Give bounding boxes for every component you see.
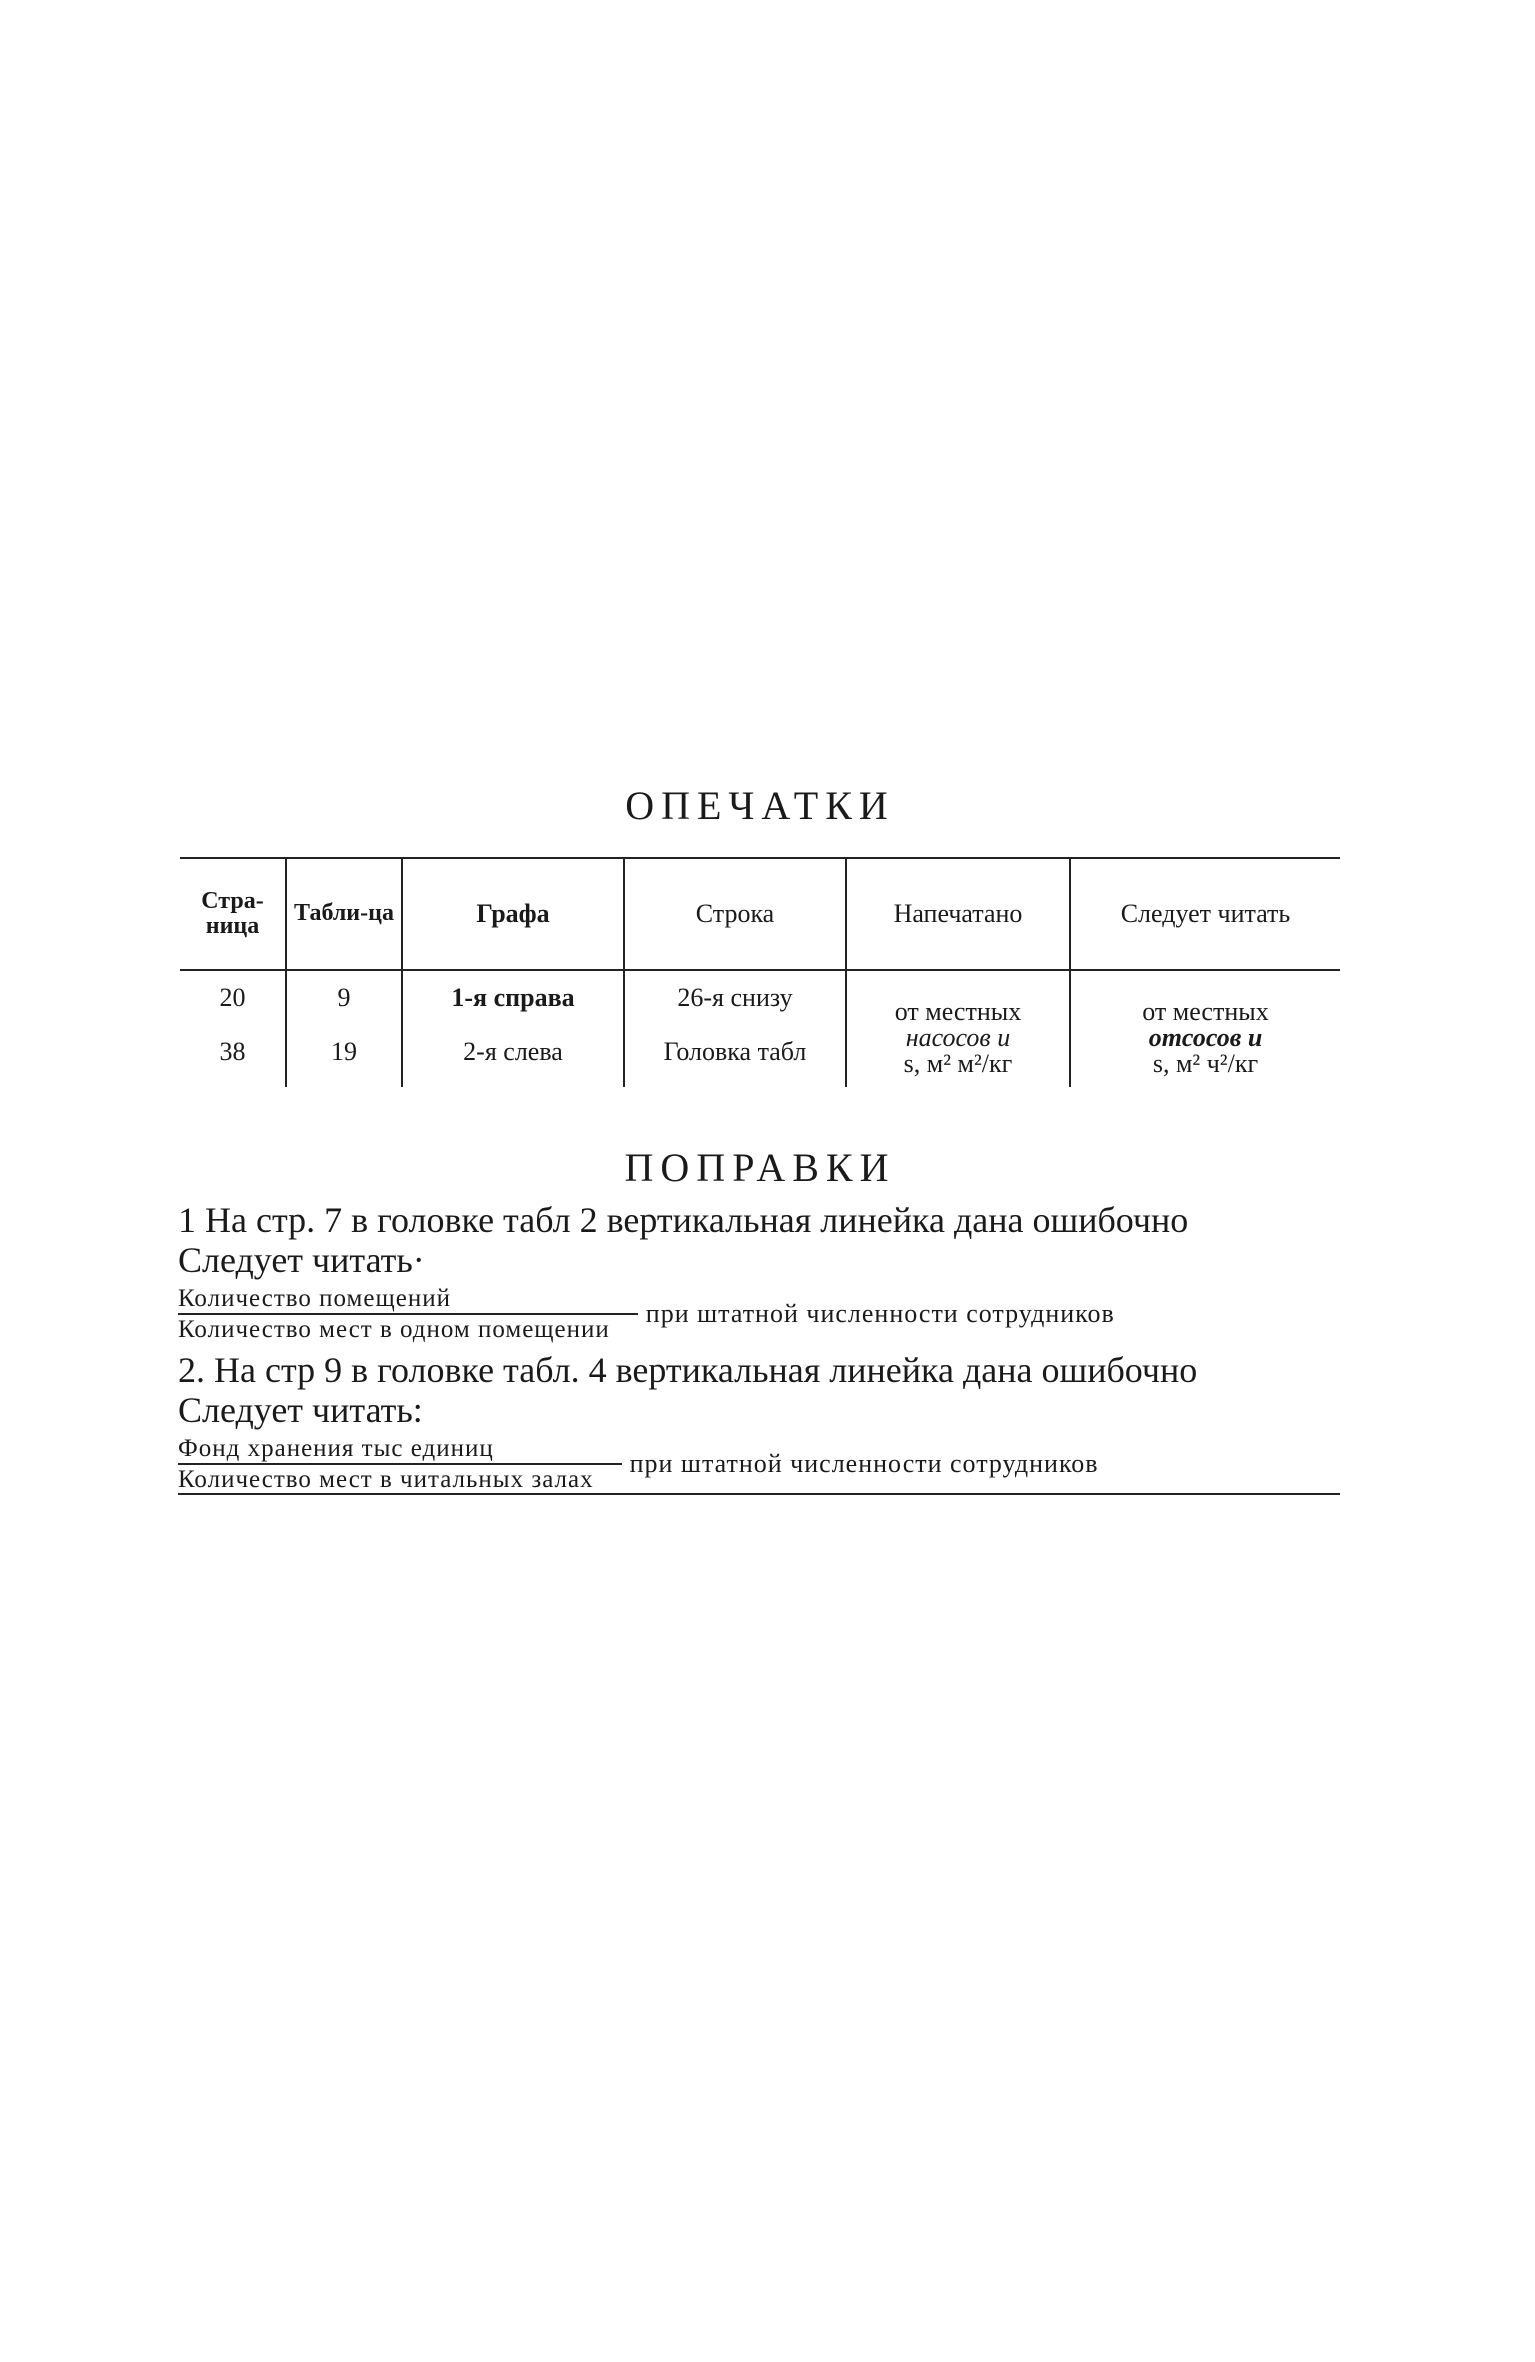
formula-tail: при штатной численности сотрудников xyxy=(629,1449,1099,1478)
fraction-dash xyxy=(596,1463,622,1465)
printed-line: s, м² м²/кг xyxy=(903,1049,1013,1078)
cell-printed xyxy=(846,970,1070,1087)
header-page: Стра-ница xyxy=(180,858,286,970)
correction-read-label: Следует читать: xyxy=(178,1390,423,1430)
printed-line: от местных xyxy=(894,997,1022,1026)
errata-row xyxy=(180,970,1340,1025)
correction-formula xyxy=(178,1434,1340,1494)
fraction-numerator: Фонд хранения тыс единиц xyxy=(178,1435,494,1462)
errata-table xyxy=(180,857,1340,1087)
header-column: Графа xyxy=(402,858,624,970)
fraction-dash xyxy=(612,1313,638,1315)
cell-table: 19 xyxy=(286,1025,402,1087)
printed-line: насосов и xyxy=(905,1023,1011,1052)
formula-tail: при штатной численности сотрудников xyxy=(645,1299,1115,1328)
fraction-denominator: Количество мест в читальных залах xyxy=(178,1463,600,1494)
correction-text: 1 На стр. 7 в головке табл 2 вертикальная линейка дана ошибочно xyxy=(178,1200,1189,1240)
bottom-rule xyxy=(178,1493,1340,1495)
cell-row: 26-я снизу xyxy=(624,970,846,1025)
should-read-line: s, м² ч²/кг xyxy=(1152,1049,1259,1078)
cell-table: 9 xyxy=(286,970,402,1025)
should-read-line: от местных xyxy=(1142,997,1269,1026)
cell-page: 20 xyxy=(219,983,246,1012)
correction-item xyxy=(178,1200,1340,1344)
fraction-denominator: Количество мест в одном помещении xyxy=(178,1313,616,1344)
correction-read-label: Следует читать· xyxy=(178,1240,425,1280)
cell-column: 1-я справа xyxy=(402,970,624,1025)
correction-text: 2. На стр 9 в головке табл. 4 вертикальная линейка дана ошибочно xyxy=(178,1350,1198,1390)
fraction-numerator: Количество помещений xyxy=(178,1285,451,1312)
should-read-line: отсосов и xyxy=(1148,1023,1263,1052)
fraction xyxy=(178,1284,616,1344)
header-printed: Напечатано xyxy=(846,858,1070,970)
correction-formula xyxy=(178,1284,1340,1344)
cell-column: 2-я слева xyxy=(402,1025,624,1087)
cell-page: 38 xyxy=(219,1037,246,1066)
corrections-title: ПОПРАВКИ xyxy=(624,1145,896,1190)
errata-header-row xyxy=(180,858,1340,970)
fraction xyxy=(178,1434,600,1494)
cell-should-read xyxy=(1070,970,1340,1087)
cell-row: Головка табл xyxy=(624,1025,846,1087)
errata-title: ОПЕЧАТКИ xyxy=(625,783,895,828)
correction-item xyxy=(178,1350,1340,1494)
header-table: Табли-ца xyxy=(286,858,402,970)
header-row: Строка xyxy=(624,858,846,970)
header-should-read: Следует читать xyxy=(1070,858,1340,970)
